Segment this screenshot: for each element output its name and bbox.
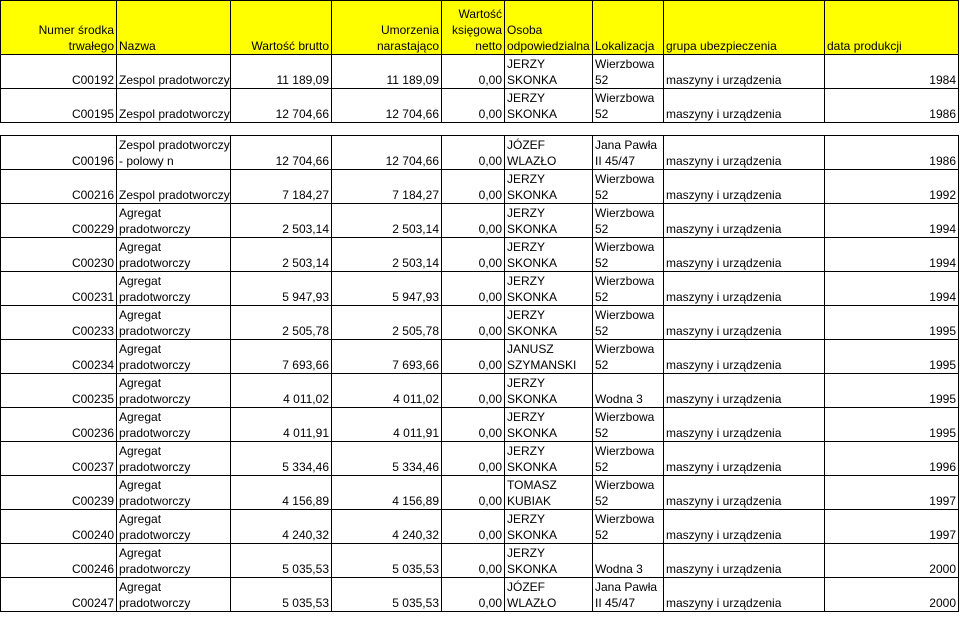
location: Wierzbowa 52 — [593, 476, 664, 510]
responsible-person: JERZY SKONKA — [505, 170, 593, 204]
asset-name: Agregat pradotworczy — [117, 306, 231, 340]
asset-id: C00246 — [1, 544, 117, 578]
responsible-person: JERZY SKONKA — [505, 272, 593, 306]
asset-id: C00216 — [1, 170, 117, 204]
amortization: 12 704,66 — [332, 136, 442, 170]
asset-name: Zespol pradotworczy - polowy n — [117, 136, 231, 170]
table-row — [1, 510, 959, 544]
spacer-row — [1, 123, 959, 136]
table-row — [1, 408, 959, 442]
gross-value: 7 184,27 — [231, 170, 332, 204]
asset-name: Agregat pradotworczy — [117, 476, 231, 510]
spacer-cell — [1, 123, 117, 136]
table-row — [1, 578, 959, 612]
gross-value: 5 035,53 — [231, 578, 332, 612]
net-value: 0,00 — [442, 136, 505, 170]
insurance-group: maszyny i urządzenia — [664, 374, 825, 408]
asset-id: C00196 — [1, 136, 117, 170]
spacer-cell — [442, 123, 505, 136]
spacer-cell — [505, 123, 593, 136]
production-date: 2000 — [825, 544, 959, 578]
insurance-group: maszyny i urządzenia — [664, 272, 825, 306]
amortization: 5 035,53 — [332, 544, 442, 578]
responsible-person: JÓZEF WLAZŁO — [505, 136, 593, 170]
insurance-group: maszyny i urządzenia — [664, 510, 825, 544]
gross-value: 12 704,66 — [231, 136, 332, 170]
amortization: 2 503,14 — [332, 238, 442, 272]
table-row — [1, 136, 959, 170]
net-value: 0,00 — [442, 476, 505, 510]
location: Wodna 3 — [593, 374, 664, 408]
amortization: 4 011,02 — [332, 374, 442, 408]
header-insurance-group: grupa ubezpieczenia — [664, 1, 825, 55]
insurance-group: maszyny i urządzenia — [664, 170, 825, 204]
asset-name: Agregat pradotworczy — [117, 340, 231, 374]
header-name: Nazwa — [117, 1, 231, 55]
responsible-person: JERZY SKONKA — [505, 306, 593, 340]
gross-value: 4 011,91 — [231, 408, 332, 442]
gross-value: 12 704,66 — [231, 89, 332, 123]
location: Jana Pawła II 45/47 — [593, 136, 664, 170]
table-row — [1, 476, 959, 510]
location: Wierzbowa 52 — [593, 408, 664, 442]
asset-id: C00195 — [1, 89, 117, 123]
production-date: 1986 — [825, 136, 959, 170]
spacer-cell — [664, 123, 825, 136]
insurance-group: maszyny i urządzenia — [664, 340, 825, 374]
net-value: 0,00 — [442, 578, 505, 612]
net-value: 0,00 — [442, 408, 505, 442]
asset-id: C00234 — [1, 340, 117, 374]
asset-name: Agregat pradotworczy — [117, 578, 231, 612]
net-value: 0,00 — [442, 55, 505, 89]
responsible-person: JERZY SKONKA — [505, 89, 593, 123]
asset-id: C00231 — [1, 272, 117, 306]
production-date: 1995 — [825, 306, 959, 340]
amortization: 2 505,78 — [332, 306, 442, 340]
asset-name: Agregat pradotworczy — [117, 272, 231, 306]
gross-value: 5 947,93 — [231, 272, 332, 306]
insurance-group: maszyny i urządzenia — [664, 306, 825, 340]
table-row — [1, 170, 959, 204]
location: Wierzbowa 52 — [593, 340, 664, 374]
asset-name: Zespol pradotworczy — [117, 55, 231, 89]
header-person: Osoba odpowiedzialna — [505, 1, 593, 55]
spacer-cell — [231, 123, 332, 136]
spacer-cell — [332, 123, 442, 136]
net-value: 0,00 — [442, 272, 505, 306]
spacer-cell — [593, 123, 664, 136]
amortization: 12 704,66 — [332, 89, 442, 123]
location: Wierzbowa 52 — [593, 170, 664, 204]
amortization: 11 189,09 — [332, 55, 442, 89]
asset-name: Agregat pradotworczy — [117, 204, 231, 238]
location: Wierzbowa 52 — [593, 238, 664, 272]
table-row — [1, 89, 959, 123]
spacer-cell — [825, 123, 959, 136]
responsible-person: JERZY SKONKA — [505, 442, 593, 476]
location: Wierzbowa 52 — [593, 89, 664, 123]
net-value: 0,00 — [442, 442, 505, 476]
responsible-person: JERZY SKONKA — [505, 238, 593, 272]
asset-id: C00192 — [1, 55, 117, 89]
production-date: 1995 — [825, 374, 959, 408]
responsible-person: TOMASZ KUBIAK — [505, 476, 593, 510]
header-production-date: data produkcji — [825, 1, 959, 55]
header-location: Lokalizacja — [593, 1, 664, 55]
location: Wierzbowa 52 — [593, 510, 664, 544]
asset-id: C00235 — [1, 374, 117, 408]
insurance-group: maszyny i urządzenia — [664, 544, 825, 578]
production-date: 1997 — [825, 510, 959, 544]
asset-id: C00240 — [1, 510, 117, 544]
production-date: 1986 — [825, 89, 959, 123]
production-date: 2000 — [825, 578, 959, 612]
insurance-group: maszyny i urządzenia — [664, 408, 825, 442]
asset-name: Zespol pradotworczy — [117, 170, 231, 204]
amortization: 4 240,32 — [332, 510, 442, 544]
location: Wierzbowa 52 — [593, 204, 664, 238]
responsible-person: JERZY SKONKA — [505, 544, 593, 578]
production-date: 1994 — [825, 238, 959, 272]
responsible-person: JÓZEF WLAZŁO — [505, 578, 593, 612]
gross-value: 2 505,78 — [231, 306, 332, 340]
amortization: 5 334,46 — [332, 442, 442, 476]
insurance-group: maszyny i urządzenia — [664, 136, 825, 170]
gross-value: 5 334,46 — [231, 442, 332, 476]
net-value: 0,00 — [442, 306, 505, 340]
asset-name: Agregat pradotworczy — [117, 510, 231, 544]
table-row — [1, 238, 959, 272]
location: Wierzbowa 52 — [593, 306, 664, 340]
table-row — [1, 272, 959, 306]
net-value: 0,00 — [442, 510, 505, 544]
location: Wodna 3 — [593, 544, 664, 578]
responsible-person: JERZY SKONKA — [505, 510, 593, 544]
insurance-group: maszyny i urządzenia — [664, 578, 825, 612]
amortization: 5 035,53 — [332, 578, 442, 612]
production-date: 1997 — [825, 476, 959, 510]
gross-value: 4 011,02 — [231, 374, 332, 408]
responsible-person: JERZY SKONKA — [505, 374, 593, 408]
production-date: 1994 — [825, 272, 959, 306]
asset-name: Agregat pradotworczy — [117, 408, 231, 442]
gross-value: 4 156,89 — [231, 476, 332, 510]
asset-id: C00233 — [1, 306, 117, 340]
net-value: 0,00 — [442, 238, 505, 272]
net-value: 0,00 — [442, 204, 505, 238]
table-row — [1, 306, 959, 340]
insurance-group: maszyny i urządzenia — [664, 55, 825, 89]
responsible-person: JERZY SKONKA — [505, 204, 593, 238]
spacer-cell — [117, 123, 231, 136]
table-row — [1, 204, 959, 238]
net-value: 0,00 — [442, 544, 505, 578]
header-row — [1, 1, 959, 55]
production-date: 1992 — [825, 170, 959, 204]
amortization: 7 693,66 — [332, 340, 442, 374]
table-row — [1, 340, 959, 374]
amortization: 7 184,27 — [332, 170, 442, 204]
amortization: 4 156,89 — [332, 476, 442, 510]
production-date: 1984 — [825, 55, 959, 89]
location: Wierzbowa 52 — [593, 442, 664, 476]
responsible-person: JERZY SKONKA — [505, 408, 593, 442]
gross-value: 5 035,53 — [231, 544, 332, 578]
location: Wierzbowa 52 — [593, 272, 664, 306]
table-row — [1, 544, 959, 578]
asset-name: Zespol pradotworczy — [117, 89, 231, 123]
asset-id: C00237 — [1, 442, 117, 476]
asset-name: Agregat pradotworczy — [117, 442, 231, 476]
production-date: 1994 — [825, 204, 959, 238]
asset-name: Agregat pradotworczy — [117, 374, 231, 408]
location: Wierzbowa 52 — [593, 55, 664, 89]
gross-value: 7 693,66 — [231, 340, 332, 374]
insurance-group: maszyny i urządzenia — [664, 238, 825, 272]
responsible-person: JERZY SKONKA — [505, 55, 593, 89]
net-value: 0,00 — [442, 89, 505, 123]
gross-value: 4 240,32 — [231, 510, 332, 544]
header-gross: Wartość brutto — [231, 1, 332, 55]
location: Jana Pawła II 45/47 — [593, 578, 664, 612]
asset-name: Agregat pradotworczy — [117, 544, 231, 578]
insurance-group: maszyny i urządzenia — [664, 442, 825, 476]
insurance-group: maszyny i urządzenia — [664, 89, 825, 123]
amortization: 5 947,93 — [332, 272, 442, 306]
asset-id: C00229 — [1, 204, 117, 238]
asset-name: Agregat pradotworczy — [117, 238, 231, 272]
insurance-group: maszyny i urządzenia — [664, 476, 825, 510]
asset-id: C00230 — [1, 238, 117, 272]
amortization: 4 011,91 — [332, 408, 442, 442]
gross-value: 2 503,14 — [231, 204, 332, 238]
amortization: 2 503,14 — [332, 204, 442, 238]
net-value: 0,00 — [442, 170, 505, 204]
net-value: 0,00 — [442, 340, 505, 374]
insurance-group: maszyny i urządzenia — [664, 204, 825, 238]
table-row — [1, 442, 959, 476]
gross-value: 11 189,09 — [231, 55, 332, 89]
production-date: 1995 — [825, 340, 959, 374]
table-row — [1, 55, 959, 89]
asset-id: C00239 — [1, 476, 117, 510]
header-amortization: Umorzenia narastająco — [332, 1, 442, 55]
table-row — [1, 374, 959, 408]
asset-id: C00247 — [1, 578, 117, 612]
gross-value: 2 503,14 — [231, 238, 332, 272]
responsible-person: JANUSZ SZYMANSKI — [505, 340, 593, 374]
header-id: Numer środka trwałego — [1, 1, 117, 55]
asset-id: C00236 — [1, 408, 117, 442]
header-net: Wartość księgowa netto — [442, 1, 505, 55]
net-value: 0,00 — [442, 374, 505, 408]
production-date: 1995 — [825, 408, 959, 442]
production-date: 1996 — [825, 442, 959, 476]
